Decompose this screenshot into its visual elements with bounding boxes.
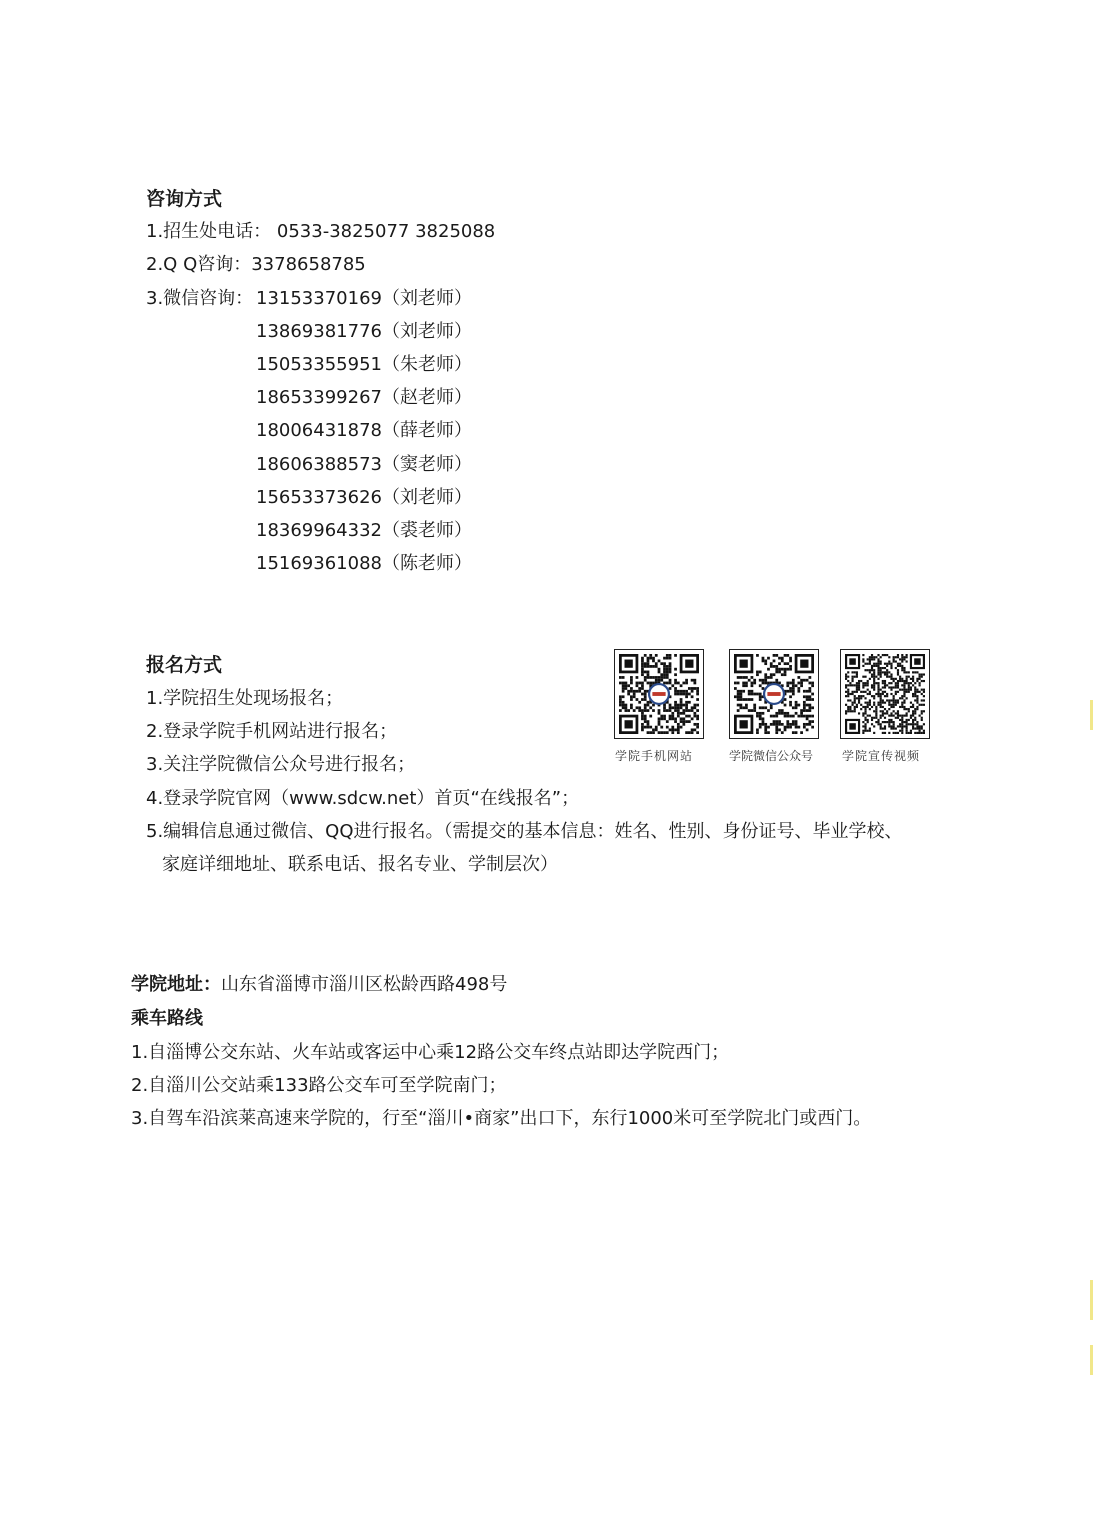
signup-item: 2.登录学院手机网站进行报名； [146,721,398,742]
route-item: 3.自驾车沿滨莱高速来学院的，行至“淄川•商家”出口下，东行1000米可至学院北门或西门。 [131,1108,872,1129]
signup-item: 4.登录学院官网（www.sdcw.net）首页“在线报名”； [146,788,580,809]
qr-code-icon [845,654,925,734]
wechat-contact: 18369964332（裘老师） [256,520,472,541]
wechat-contact: 15653373626（刘老师） [256,487,472,508]
qr-caption: 学院手机网站 [615,749,694,763]
qr-code-wechat-account [729,649,819,739]
wechat-contact: 15053355951（朱老师） [256,354,472,375]
signup-item-continuation: 家庭详细地址、联系电话、报名专业、学制层次） [162,854,558,875]
qr-caption: 学院微信公众号 [729,749,814,763]
wechat-contact: 18653399267（赵老师） [256,387,472,408]
qr-code-icon [734,654,814,734]
qr-caption: 学院宣传视频 [842,749,921,763]
consult-wechat-prefix: 3.微信咨询： [146,288,254,309]
signup-heading: 报名方式 [146,654,223,676]
signup-item: 1.学院招生处现场报名； [146,688,344,709]
route-item: 2.自淄川公交站乘133路公交车可至学院南门； [131,1075,507,1096]
address-line [131,970,507,996]
qr-code-mobile-site [614,649,704,739]
qr-code-icon [619,654,699,734]
consult-qq-line: 2.Q Q咨询：3378658785 [146,254,366,275]
qr-code-promo-video [840,649,930,739]
signup-item: 3.关注学院微信公众号进行报名； [146,754,416,775]
consult-phone-line: 1.招生处电话： 0533-3825077 3825088 [146,221,496,242]
signup-item: 5.编辑信息通过微信、QQ进行报名。（需提交的基本信息：姓名、性别、身份证号、毕业学校、 [146,821,903,842]
wechat-contact: 15169361088（陈老师） [256,553,472,574]
wechat-contact: 13153370169（刘老师） [256,288,472,309]
route-item: 1.自淄博公交东站、火车站或客运中心乘12路公交车终点站即达学院西门； [131,1042,730,1063]
address-value: 山东省淄博市淄川区松龄西路498号 [221,974,508,995]
route-heading: 乘车路线 [131,1008,203,1029]
wechat-contact: 18006431878（薛老师） [256,420,472,441]
consult-heading: 咨询方式 [146,188,223,210]
address-label: 学院地址： [131,974,221,995]
wechat-contact: 13869381776（刘老师） [256,321,472,342]
wechat-contact: 18606388573（窦老师） [256,454,472,475]
